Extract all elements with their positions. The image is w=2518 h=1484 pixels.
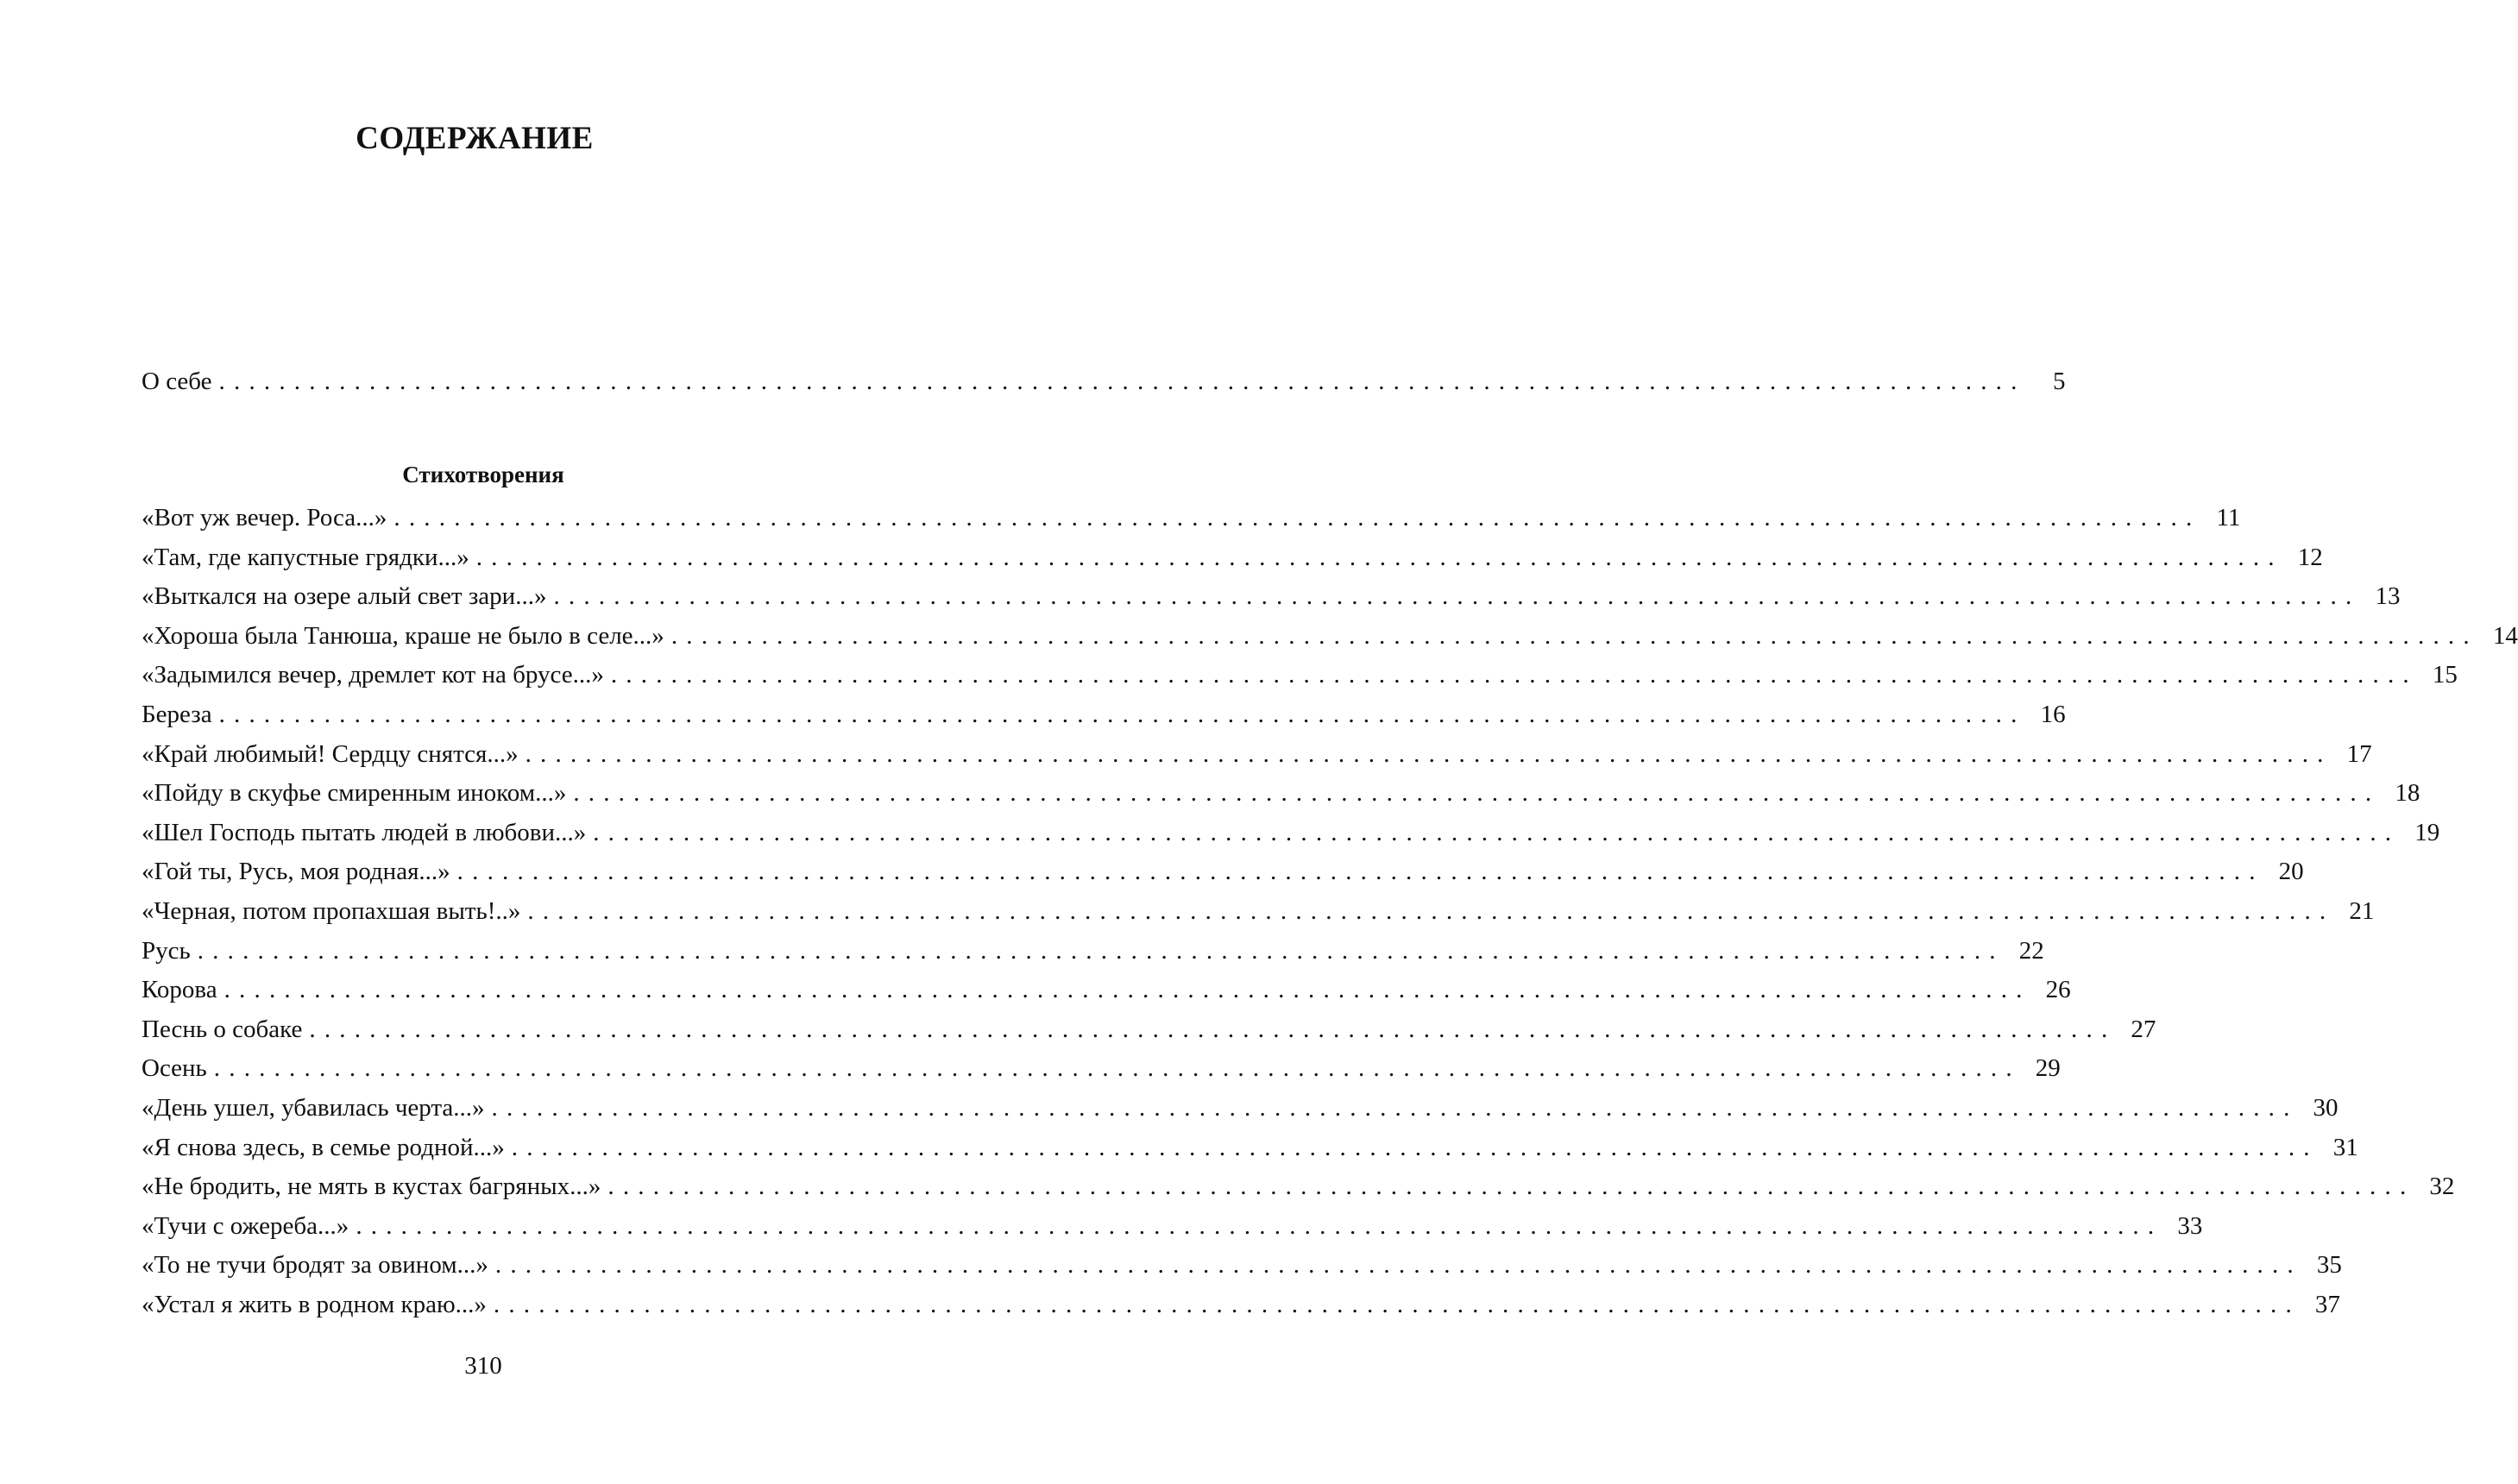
toc-entry-title: «Пойду в скуфье смиренным иноком...»	[142, 779, 567, 808]
toc-entry-title: Береза	[142, 700, 212, 728]
toc-entry	[142, 1089, 2339, 1129]
toc-entry-page: 5	[2053, 368, 2066, 395]
toc-entry	[142, 852, 2304, 892]
toc-leader-dots: ........................................................................................................................	[607, 1173, 2415, 1201]
toc-entry-title: Осень	[142, 1054, 207, 1083]
toc-entry	[142, 1049, 2061, 1089]
toc-entry	[142, 695, 2066, 735]
toc-entry	[142, 1246, 2342, 1286]
toc-entry	[142, 932, 2044, 972]
toc-entry-page: 21	[2349, 896, 2375, 925]
toc-entry-page: 13	[2375, 582, 2401, 611]
toc-leader-dots: ........................................................................................................................	[475, 543, 2283, 571]
toc-entry-page: 11	[2216, 504, 2241, 531]
toc-entry-title: «Хороша была Танюша, краше не было в селе...»	[142, 621, 664, 650]
toc-leader-dots: ........................................................................................................................	[356, 1211, 2163, 1240]
toc-entry-title: Русь	[142, 936, 191, 965]
toc-entry	[142, 362, 2066, 402]
toc-entry-title: Корова	[142, 976, 217, 1004]
toc-entry-page: 27	[2131, 1015, 2156, 1043]
toc-entry-title: «Шел Господь пытать людей в любови...»	[142, 818, 587, 846]
toc-entry-title: «Черная, потом пропахшая выть!..»	[142, 896, 521, 925]
toc-list	[142, 499, 2518, 1324]
toc-entry	[142, 892, 2375, 932]
toc-entry-page: 30	[2313, 1093, 2339, 1122]
toc-entry-title: «Я снова здесь, в семье родной...»	[142, 1133, 505, 1161]
page-number: 310	[464, 1352, 502, 1380]
toc-entry-title: Песнь о собаке	[142, 1015, 303, 1043]
toc-entry	[142, 577, 2401, 617]
toc-entry-title: «Тучи с ожереба...»	[142, 1211, 349, 1240]
toc-entry-page: 26	[2045, 976, 2071, 1004]
toc-entry	[142, 499, 2241, 538]
toc-leader-dots: ........................................................................................................................	[309, 1015, 2117, 1043]
toc-entry-page: 35	[2316, 1251, 2342, 1280]
toc-entry-page: 29	[2035, 1054, 2061, 1083]
toc-leader-dots: ........................................................................................................................	[610, 661, 2418, 689]
toc-entry-title: О себе	[142, 368, 212, 395]
toc-entry-page: 20	[2278, 858, 2304, 886]
toc-entry-page: 17	[2346, 739, 2372, 768]
toc-entry	[142, 1010, 2156, 1050]
toc-entry-page: 14	[2492, 621, 2518, 650]
toc-leader-dots: ........................................................................................................................	[213, 1054, 2021, 1083]
toc-entry-page: 12	[2297, 543, 2323, 571]
toc-entry-page: 33	[2177, 1211, 2203, 1240]
toc-entry	[142, 656, 2458, 695]
toc-entry-title: «Гой ты, Русь, моя родная...»	[142, 858, 450, 886]
toc-entry-page: 31	[2332, 1133, 2358, 1161]
toc-entry-page: 22	[2018, 936, 2044, 965]
toc-entry-title: «Устал я жить в родном краю...»	[142, 1290, 487, 1318]
toc-leader-dots: ........................................................................................................................	[393, 504, 2201, 531]
toc-entry-title: «Задымился вечер, дремлет кот на брусе...»	[142, 661, 604, 689]
toc-entry	[142, 1207, 2203, 1247]
toc-entry-title: «Там, где капустные грядки...»	[142, 543, 469, 571]
toc-leader-dots: ........................................................................................................................	[593, 818, 2401, 846]
toc-leader-dots: ........................................................................................................................	[197, 936, 2005, 965]
toc-leader-dots: ........................................................................................................................	[525, 739, 2332, 768]
toc-entry-page: 18	[2395, 779, 2420, 808]
page-title: СОДЕРЖАНИЕ	[356, 121, 594, 156]
toc-entry	[142, 1286, 2340, 1325]
toc-entry	[142, 814, 2440, 853]
toc-entry-title: «День ушел, убавилась черта...»	[142, 1093, 485, 1122]
toc-leader-dots: ........................................................................................................................	[456, 858, 2264, 886]
toc-intro	[142, 362, 2066, 402]
toc-entry	[142, 1167, 2455, 1207]
toc-leader-dots: ........................................................................................................................	[491, 1093, 2299, 1122]
toc-entry-title: «Не бродить, не мять в кустах багряных...»	[142, 1173, 601, 1201]
toc-entry	[142, 774, 2420, 814]
toc-leader-dots: ........................................................................................................................	[527, 896, 2335, 925]
toc-leader-dots: ........................................................................................................................	[573, 779, 2381, 808]
toc-leader-dots: ........................................................................................................................	[670, 621, 2478, 650]
toc-entry	[142, 735, 2372, 775]
toc-entry-page: 32	[2429, 1173, 2455, 1201]
toc-entry-title: «Вот уж вечер. Роса...»	[142, 504, 387, 531]
toc-leader-dots: ........................................................................................................................	[218, 700, 2026, 728]
toc-entry	[142, 617, 2518, 657]
toc-entry-title: «Выткался на озере алый свет зари...»	[142, 582, 547, 611]
toc-leader-dots: ........................................................................................................................	[493, 1290, 2301, 1318]
toc-entry-title: «Край любимый! Сердцу снятся...»	[142, 739, 519, 768]
toc-entry-page: 16	[2040, 700, 2066, 728]
toc-leader-dots: ........................................................................................................................	[553, 582, 2361, 611]
section-heading: Стихотворения	[402, 462, 564, 487]
toc-entry-page: 15	[2432, 661, 2458, 689]
toc-leader-dots: ........................................................................................................................	[511, 1133, 2319, 1161]
toc-leader-dots: ........................................................................................................................	[223, 976, 2031, 1004]
toc-entry	[142, 971, 2071, 1010]
toc-entry-page: 37	[2314, 1290, 2340, 1318]
toc-entry-title: «То не тучи бродят за овином...»	[142, 1251, 488, 1280]
toc-entry	[142, 1129, 2358, 1168]
toc-leader-dots: ........................................................................................................................	[494, 1251, 2302, 1280]
toc-entry-page: 19	[2414, 818, 2440, 846]
toc-entry	[142, 538, 2323, 578]
toc-leader-dots: ........................................................................................................................	[218, 368, 2026, 395]
